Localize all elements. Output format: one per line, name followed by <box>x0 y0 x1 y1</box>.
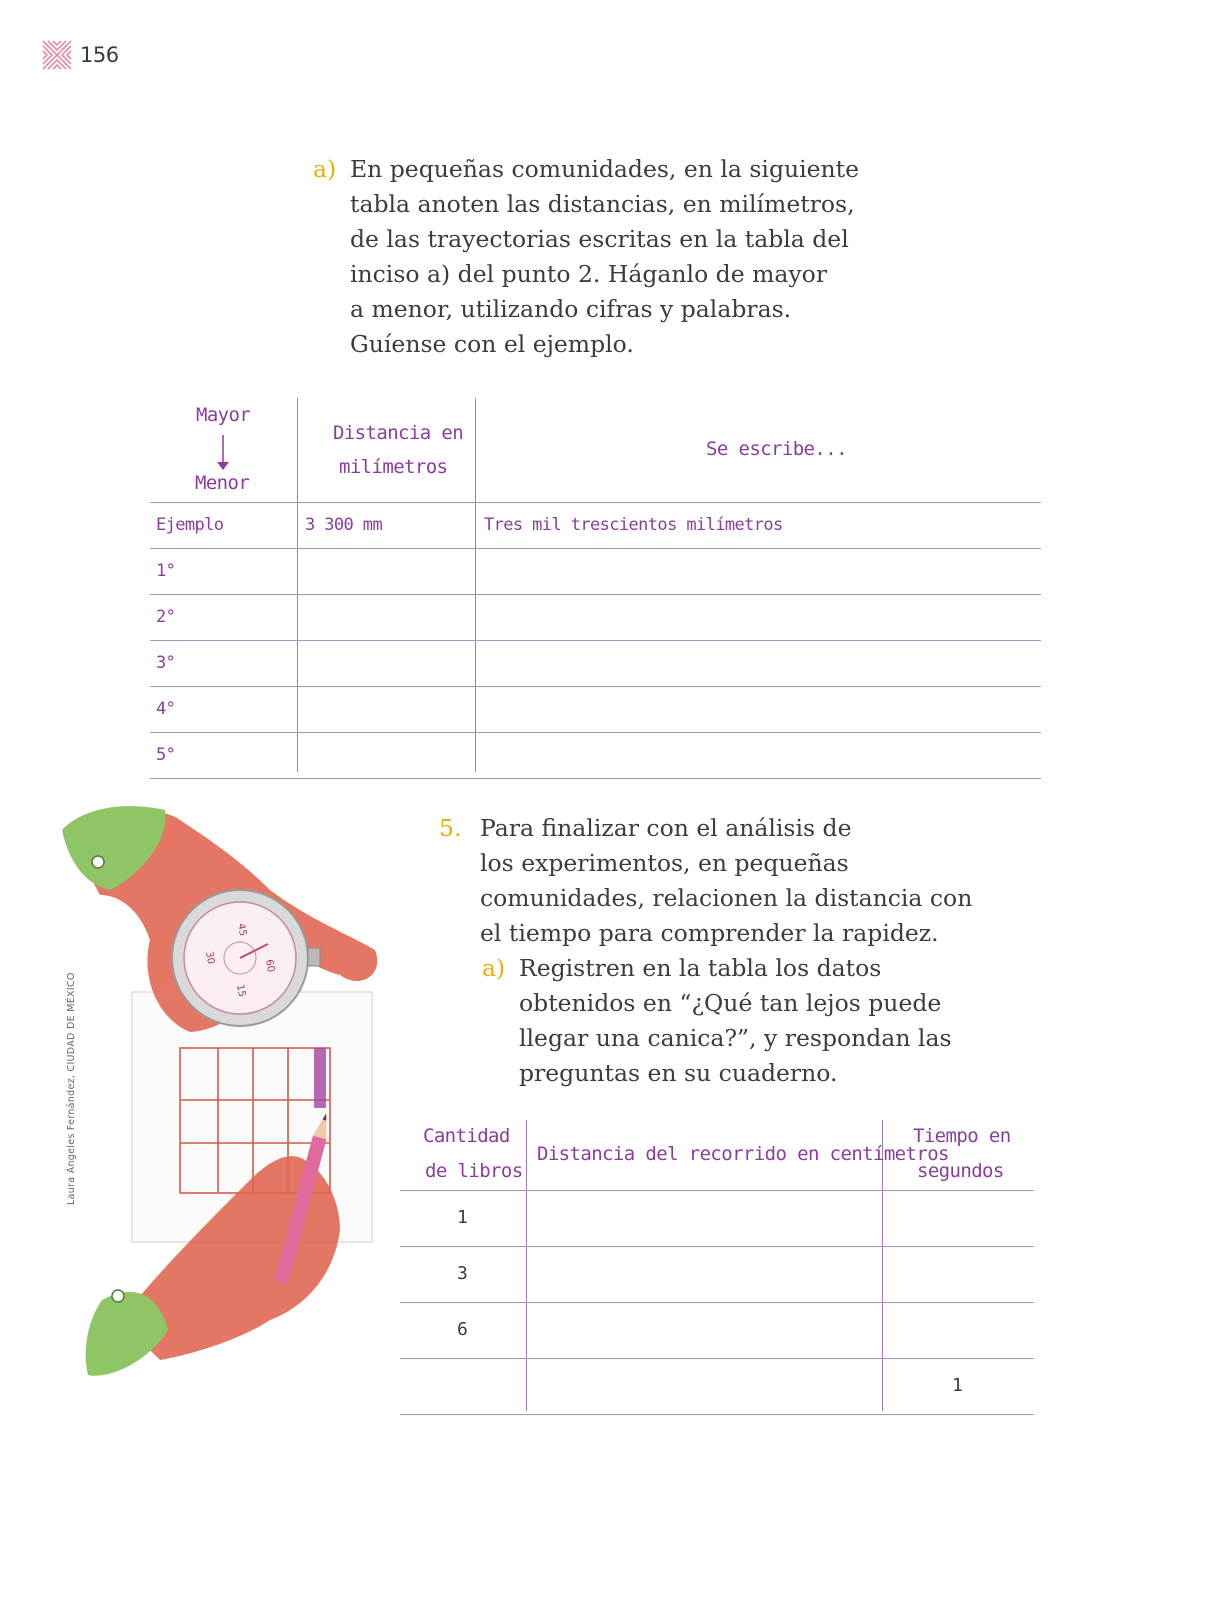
row-label: 2° <box>156 607 176 627</box>
row-label: Ejemplo <box>156 515 224 535</box>
table-row <box>150 641 1041 687</box>
stopwatch-number-30: 30 <box>203 950 217 966</box>
page-header <box>40 38 119 72</box>
distance-table-header <box>150 398 1041 503</box>
row-label: 4° <box>156 699 176 719</box>
table-row <box>400 1359 1034 1415</box>
section-5a-line: obtenidos en “¿Qué tan lejos puede <box>519 989 942 1017</box>
stopwatch-number-60: 60 <box>263 958 277 974</box>
decorative-logo-icon <box>40 38 74 72</box>
part-a-line: En pequeñas comunidades, en la siguiente <box>350 155 860 183</box>
row-books: 6 <box>457 1319 468 1340</box>
section-5-line: Para finalizar con el análisis de <box>480 814 852 842</box>
row-books: 3 <box>457 1263 468 1284</box>
speed-table-header <box>400 1120 1034 1191</box>
section-5-line: los experimentos, en pequeñas <box>480 849 849 877</box>
stopwatch-number-15: 15 <box>234 983 248 999</box>
table-row <box>150 549 1041 595</box>
section-5a-paragraph <box>482 951 952 1091</box>
table-row <box>150 687 1041 733</box>
row-label: 5° <box>156 745 176 765</box>
stopwatch-number-45: 45 <box>235 922 249 938</box>
page-number: 156 <box>80 43 119 67</box>
part-a-paragraph <box>313 152 860 362</box>
part-a-line: de las trayectorias escritas en la tabla del <box>350 225 849 253</box>
table-row <box>400 1191 1034 1247</box>
illustration-credit: Laura Ángeles Fernández, CIUDAD DE MÉXICO <box>66 972 77 1205</box>
table-row <box>150 595 1041 641</box>
section-5a-line: Registren en la tabla los datos <box>519 954 882 982</box>
row-written: Tres mil trescientos milímetros <box>484 515 783 535</box>
header-distance-line2: milímetros <box>339 456 448 478</box>
header-books-line1: Cantidad <box>423 1125 510 1147</box>
row-time: 1 <box>952 1375 963 1396</box>
section-5-paragraph <box>439 811 973 951</box>
table-row <box>150 503 1041 549</box>
header-time-line2: segundos <box>917 1160 1004 1182</box>
arrow-down-icon <box>216 434 230 472</box>
table-row <box>400 1247 1034 1303</box>
part-a-line: Guíense con el ejemplo. <box>350 330 634 358</box>
row-label: 3° <box>156 653 176 673</box>
speed-table <box>400 1120 1034 1415</box>
header-distance-line1: Distancia en <box>333 422 464 444</box>
header-order-top: Mayor <box>196 404 251 426</box>
header-distance-cm: Distancia del recorrido en centímetros <box>537 1143 949 1165</box>
header-books-line2: de libros <box>425 1160 523 1182</box>
part-a-line: a menor, utilizando cifras y palabras. <box>350 295 792 323</box>
stopwatch-illustration <box>40 800 390 1390</box>
row-distance: 3 300 mm <box>305 515 383 535</box>
table-row <box>150 733 1041 779</box>
section-5-line: el tiempo para comprender la rapidez. <box>480 919 939 947</box>
row-books: 1 <box>457 1207 468 1228</box>
section-5a-line: llegar una canica?”, y respondan las <box>519 1024 952 1052</box>
section-5-line: comunidades, relacionen la distancia con <box>480 884 973 912</box>
section-5-marker: 5. <box>439 814 462 842</box>
part-a-line: inciso a) del punto 2. Háganlo de mayor <box>350 260 828 288</box>
section-5a-line: preguntas en su cuaderno. <box>519 1059 838 1087</box>
table-row <box>400 1303 1034 1359</box>
distance-table <box>150 398 1041 779</box>
section-5a-marker: a) <box>482 954 506 982</box>
header-time-line1: Tiempo en <box>913 1125 1011 1147</box>
header-written: Se escribe... <box>706 438 847 460</box>
header-order-bottom: Menor <box>195 472 250 494</box>
part-a-marker: a) <box>313 155 337 183</box>
row-label: 1° <box>156 561 176 581</box>
part-a-line: tabla anoten las distancias, en milímetros, <box>350 190 855 218</box>
